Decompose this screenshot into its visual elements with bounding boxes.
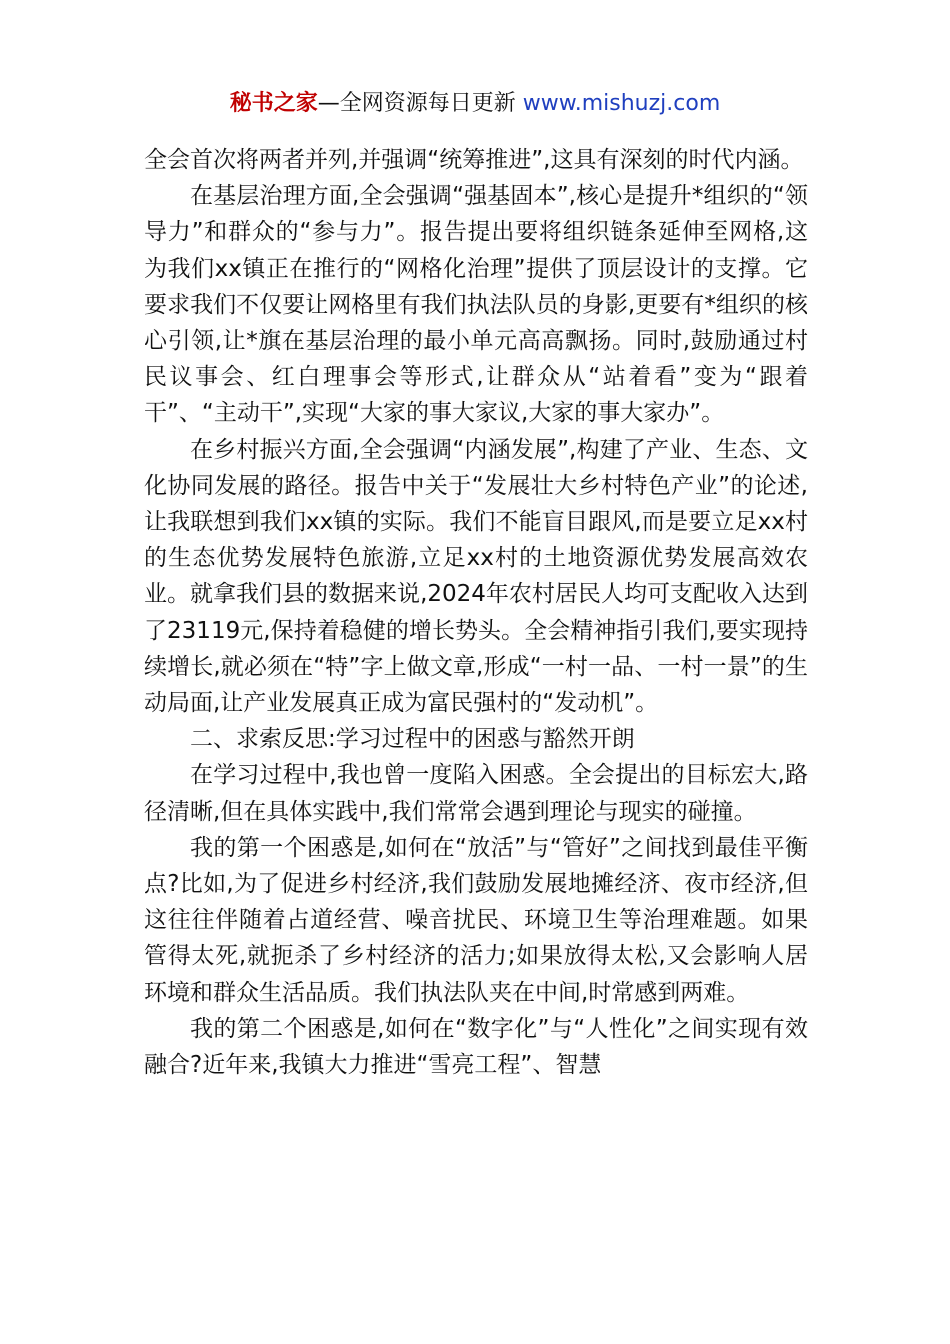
- site-brand: 秘书之家: [229, 91, 318, 116]
- site-url-link[interactable]: www.mishuzj.com: [522, 91, 721, 116]
- paragraph-grassroots-governance: 在基层治理方面,全会强调“强基固本”,核心是提升*组织的“领导力”和群众的“参与力”。报告提出要将组织链条延伸至网格,这为我们xx镇正在推行的“网格化治理”提供了顶层设计的支撑。它要求我们不仅要让网格里有我们执法队员的身影,更要有*组织的核心引领,让*旗在基层治理的最小单元高高飘扬。同时,鼓励通过村民议事会、红白理事会等形式,让群众从“站着看”变为“跟着干”、“主动干”,实现“大家的事大家议,大家的事大家办”。: [144, 183, 808, 427]
- site-slogan: —全网资源每日更新: [317, 91, 516, 116]
- paragraph-continued: 全会首次将两者并列,并强调“统筹推进”,这具有深刻的时代内涵。: [144, 147, 804, 173]
- paragraph-first-confusion: 我的第一个困惑是,如何在“放活”与“管好”之间找到最佳平衡点?比如,为了促进乡村经济,我们鼓励发展地摊经济、夜市经济,但这往往伴随着占道经营、噪音扰民、环境卫生等治理难题。如果管得太死,就扼杀了乡村经济的活力;如果放得太松,又会影响人居环境和群众生活品质。我们执法队夹在中间,时常感到两难。: [144, 834, 808, 1006]
- section-heading: 二、求索反思:学习过程中的困惑与豁然开朗: [190, 726, 635, 753]
- document-body: [144, 142, 808, 1083]
- site-header: [0, 86, 950, 122]
- paragraph-rural-revitalization: 在乡村振兴方面,全会强调“内涵发展”,构建了产业、生态、文化协同发展的路径。报告中关于“发展壮大乡村特色产业”的论述,让我联想到我们xx镇的实际。我们不能盲目跟风,而是要立足xx村的生态优势发展特色旅游,立足xx村的土地资源优势发展高效农业。就拿我们县的数据来说,2024年农村居民人均可支配收入达到了23119元,保持着稳健的增长势头。全会精神指引我们,要实现持续增长,就必须在“特”字上做文章,形成“一村一品、一村一景”的生动局面,让产业发展真正成为富民强村的“发动机”。: [144, 436, 808, 717]
- paragraph-study-confusion: 在学习过程中,我也曾一度陷入困惑。全会提出的目标宏大,路径清晰,但在具体实践中,我们常常会遇到理论与现实的碰撞。: [144, 762, 808, 825]
- paragraph-second-confusion: 我的第二个困惑是,如何在“数字化”与“人性化”之间实现有效融合?近年来,我镇大力推进“雪亮工程”、智慧: [144, 1015, 808, 1079]
